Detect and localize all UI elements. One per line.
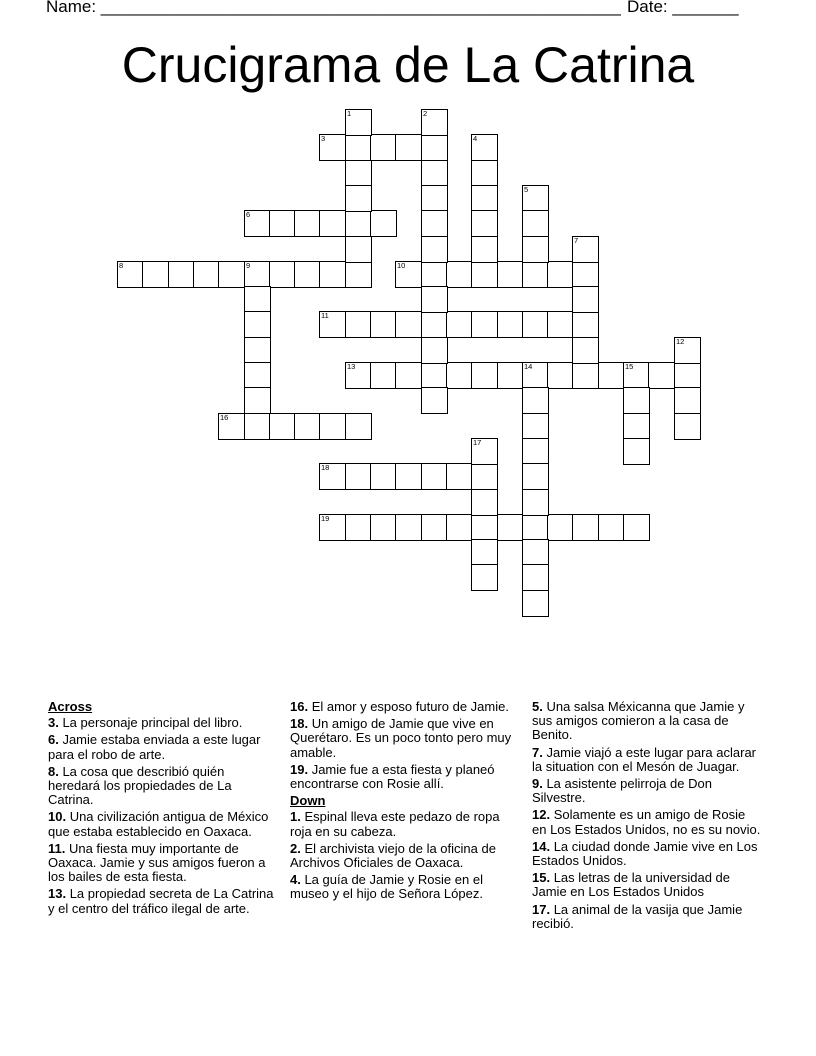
clue-number: 6 [246, 210, 251, 219]
down-clue [532, 700, 762, 743]
grid-cell[interactable] [522, 539, 549, 566]
clue-number: 15 [625, 362, 634, 371]
grid-cell[interactable] [395, 261, 422, 288]
grid-cell[interactable] [547, 514, 574, 541]
grid-cell[interactable] [117, 261, 144, 288]
grid-cell[interactable] [395, 514, 422, 541]
clue-text: El amor y esposo futuro de Jamie. [308, 699, 509, 714]
grid-cell[interactable] [168, 261, 195, 288]
grid-cell[interactable] [623, 438, 650, 465]
grid-cell[interactable] [446, 311, 473, 338]
grid-cell[interactable] [674, 387, 701, 414]
grid-cell[interactable] [395, 362, 422, 389]
clue-text: Las letras de la universidad de Jamie en Los Estados Unidos [532, 870, 731, 900]
clue-text: La asistente pelirroja de Don Silvestre. [532, 776, 712, 806]
grid-cell[interactable] [598, 362, 625, 389]
clue-text: Jamie viajó a este lugar para aclarar la situation con el Mesón de Juagar. [532, 744, 757, 774]
clue-number-label: 19. [290, 761, 309, 777]
clue-number: 19 [321, 514, 330, 523]
grid-cell[interactable] [319, 413, 346, 440]
clue-number: 12 [676, 337, 685, 346]
grid-cell[interactable] [395, 134, 422, 161]
clue-text: Una salsa Méxicanna que Jamie y sus amigos comieron a la casa de Benito. [532, 699, 745, 743]
clue-number: 2 [423, 109, 428, 118]
grid-cell[interactable] [572, 337, 599, 364]
grid-cell[interactable] [623, 362, 650, 389]
clue-number: 9 [246, 261, 251, 270]
grid-cell[interactable] [395, 311, 422, 338]
grid-cell[interactable] [421, 261, 448, 288]
grid-cell[interactable] [421, 514, 448, 541]
grid-cell[interactable] [522, 261, 549, 288]
clue-text: La cosa que describió quién heredará los propiedades de La Catrina. [48, 763, 232, 808]
grid-cell[interactable] [319, 210, 346, 237]
grid-cell[interactable] [370, 311, 397, 338]
clue-number-label: 9. [532, 776, 543, 792]
across-clue [290, 763, 520, 791]
grid-cell[interactable] [294, 413, 321, 440]
grid-cell[interactable] [674, 362, 701, 389]
grid-cell[interactable] [421, 286, 448, 313]
grid-cell[interactable] [370, 210, 397, 237]
grid-cell[interactable] [294, 210, 321, 237]
grid-cell[interactable] [522, 311, 549, 338]
grid-cell[interactable] [345, 514, 372, 541]
grid-cell[interactable] [471, 236, 498, 263]
grid-cell[interactable] [294, 261, 321, 288]
clue-number-label: 4. [290, 872, 301, 888]
grid-cell[interactable] [572, 362, 599, 389]
grid-cell[interactable] [244, 261, 271, 288]
grid-cell[interactable] [471, 134, 498, 161]
clue-text: El archivista viejo de la oficina de Archivos Oficiales de Oaxaca. [290, 840, 496, 871]
clue-column-3 [532, 700, 762, 934]
grid-cell[interactable] [345, 185, 372, 212]
grid-cell[interactable] [345, 463, 372, 490]
grid-cell[interactable] [345, 210, 372, 237]
grid-cell[interactable] [572, 236, 599, 263]
grid-cell[interactable] [244, 337, 271, 364]
grid-cell[interactable] [269, 210, 296, 237]
across-clue [48, 842, 278, 885]
grid-cell[interactable] [522, 438, 549, 465]
across-clue [290, 717, 520, 760]
clue-column-1 [48, 700, 278, 919]
across-clue [48, 810, 278, 838]
grid-cell[interactable] [497, 514, 524, 541]
grid-cell[interactable] [522, 590, 549, 617]
clue-number-label: 16. [290, 699, 309, 714]
clue-number: 1 [347, 109, 352, 118]
clue-number: 10 [397, 261, 406, 270]
clue-number: 18 [321, 463, 330, 472]
grid-cell[interactable] [522, 463, 549, 490]
grid-cell[interactable] [522, 387, 549, 414]
grid-cell[interactable] [572, 261, 599, 288]
across-clue [48, 733, 278, 761]
grid-cell[interactable] [572, 311, 599, 338]
grid-cell[interactable] [244, 311, 271, 338]
clue-number-label: 5. [532, 699, 543, 714]
date-field-label: Date: _______ [627, 0, 739, 16]
grid-cell[interactable] [218, 413, 245, 440]
clue-number: 14 [524, 362, 533, 371]
grid-cell[interactable] [421, 185, 448, 212]
grid-cell[interactable] [345, 109, 372, 136]
grid-cell[interactable] [421, 210, 448, 237]
across-heading: Across [48, 699, 93, 714]
grid-cell[interactable] [421, 311, 448, 338]
grid-cell[interactable] [319, 134, 346, 161]
clue-number: 4 [473, 134, 478, 143]
grid-cell[interactable] [648, 362, 675, 389]
clue-text: La propiedad secreta de La Catrina y el centro del tráfico ilegal de arte. [48, 886, 274, 916]
grid-cell[interactable] [522, 362, 549, 389]
grid-cell[interactable] [395, 463, 422, 490]
clue-number-label: 18. [290, 716, 309, 732]
clue-number-label: 10. [48, 809, 67, 825]
grid-cell[interactable] [421, 160, 448, 187]
grid-cell[interactable] [471, 463, 498, 490]
grid-cell[interactable] [421, 362, 448, 389]
grid-cell[interactable] [421, 387, 448, 414]
grid-cell[interactable] [522, 489, 549, 516]
clue-text: Una civilización antigua de México que estaba establecido en Oaxaca. [48, 809, 269, 839]
grid-cell[interactable] [623, 514, 650, 541]
grid-cell[interactable] [471, 311, 498, 338]
clue-number-label: 11. [48, 840, 66, 856]
grid-cell[interactable] [547, 261, 574, 288]
grid-cell[interactable] [598, 514, 625, 541]
grid-cell[interactable] [572, 514, 599, 541]
clue-number-label: 8. [48, 763, 59, 779]
grid-cell[interactable] [471, 210, 498, 237]
grid-cell[interactable] [345, 261, 372, 288]
grid-cell[interactable] [269, 261, 296, 288]
grid-cell[interactable] [370, 134, 397, 161]
clue-text: Espinal lleva este pedazo de ropa roja en su cabeza. [290, 809, 500, 839]
grid-cell[interactable] [522, 236, 549, 263]
clue-number: 16 [220, 413, 229, 422]
grid-cell[interactable] [244, 286, 271, 313]
grid-cell[interactable] [446, 463, 473, 490]
grid-cell[interactable] [421, 109, 448, 136]
clue-number-label: 1. [290, 809, 301, 825]
grid-cell[interactable] [547, 311, 574, 338]
clue-text: Un amigo de Jamie que vive en Querétaro. Es un poco tonto pero muy amable. [290, 716, 512, 760]
grid-cell[interactable] [370, 362, 397, 389]
clue-number-label: 13. [48, 886, 67, 902]
grid-cell[interactable] [623, 413, 650, 440]
clue-number: 13 [347, 362, 356, 371]
grid-cell[interactable] [370, 463, 397, 490]
grid-cell[interactable] [319, 463, 346, 490]
grid-cell[interactable] [345, 236, 372, 263]
clue-text: Una fiesta muy importante de Oaxaca. Jamie y sus amigos fueron a los bailes de esta fiesta. [48, 840, 266, 885]
clue-text: La guía de Jamie y Rosie en el museo y el hijo de Señora López. [290, 872, 483, 902]
grid-cell[interactable] [446, 514, 473, 541]
across-clue [48, 716, 278, 730]
grid-cell[interactable] [471, 160, 498, 187]
grid-cell[interactable] [572, 286, 599, 313]
grid-cell[interactable] [345, 134, 372, 161]
grid-cell[interactable] [319, 261, 346, 288]
grid-cell[interactable] [421, 463, 448, 490]
down-clue [532, 777, 762, 805]
name-field-label: Name: _______________________________________________________ [46, 0, 621, 16]
grid-cell[interactable] [522, 413, 549, 440]
grid-cell[interactable] [319, 311, 346, 338]
clue-number: 8 [119, 261, 124, 270]
clue-number-label: 14. [532, 838, 551, 854]
grid-cell[interactable] [471, 514, 498, 541]
grid-cell[interactable] [244, 210, 271, 237]
clue-number-label: 3. [48, 715, 59, 731]
down-clue [532, 840, 762, 868]
clue-text: La ciudad donde Jamie vive en Los Estados Unidos. [532, 838, 758, 869]
clue-text: Jamie fue a esta fiesta y planeó encontrarse con Rosie allí. [290, 761, 495, 792]
grid-cell[interactable] [345, 362, 372, 389]
down-clue [290, 842, 520, 870]
grid-cell[interactable] [446, 261, 473, 288]
grid-cell[interactable] [497, 261, 524, 288]
grid-cell[interactable] [370, 514, 397, 541]
grid-cell[interactable] [421, 134, 448, 161]
grid-cell[interactable] [547, 362, 574, 389]
clue-number-label: 2. [290, 840, 301, 856]
grid-cell[interactable] [446, 362, 473, 389]
grid-cell[interactable] [674, 337, 701, 364]
clue-number: 7 [574, 236, 579, 245]
grid-cell[interactable] [471, 185, 498, 212]
grid-cell[interactable] [471, 362, 498, 389]
clue-number-label: 17. [532, 901, 551, 917]
grid-cell[interactable] [623, 387, 650, 414]
grid-cell[interactable] [193, 261, 220, 288]
down-heading: Down [290, 793, 326, 809]
across-clue [290, 700, 520, 714]
clue-number-label: 6. [48, 732, 59, 748]
clue-number-label: 12. [532, 807, 551, 823]
down-clue [532, 808, 762, 836]
grid-cell[interactable] [319, 514, 346, 541]
grid-cell[interactable] [522, 514, 549, 541]
grid-cell[interactable] [345, 311, 372, 338]
grid-cell[interactable] [471, 489, 498, 516]
clue-text: La animal de la vasija que Jamie recibió. [532, 901, 743, 931]
clue-number-label: 15. [532, 870, 551, 886]
across-clue [48, 887, 278, 915]
puzzle-title: Crucigrama de La Catrina [121, 37, 695, 93]
grid-cell[interactable] [421, 236, 448, 263]
clue-number: 5 [524, 185, 529, 194]
grid-cell[interactable] [471, 438, 498, 465]
clue-text: La personaje principal del libro. [58, 715, 243, 731]
grid-cell[interactable] [244, 362, 271, 389]
grid-cell[interactable] [345, 160, 372, 187]
clue-column-2 [290, 700, 520, 905]
down-clue [532, 871, 762, 899]
grid-cell[interactable] [522, 185, 549, 212]
down-clue [532, 746, 762, 774]
grid-cell[interactable] [497, 311, 524, 338]
grid-cell[interactable] [244, 387, 271, 414]
clue-text: Solamente es un amigo de Rosie en Los Estados Unidos, no es su novio. [532, 807, 761, 837]
clue-number: 11 [321, 311, 329, 320]
clue-number: 3 [321, 134, 326, 143]
clue-number-label: 7. [532, 744, 543, 760]
grid-cell[interactable] [522, 210, 549, 237]
grid-cell[interactable] [471, 261, 498, 288]
grid-cell[interactable] [471, 564, 498, 591]
clue-number: 17 [473, 438, 482, 447]
grid-cell[interactable] [421, 337, 448, 364]
clue-text: Jamie estaba enviada a este lugar para el robo de arte. [48, 732, 261, 762]
grid-cell[interactable] [471, 539, 498, 566]
grid-cell[interactable] [218, 261, 245, 288]
grid-cell[interactable] [674, 413, 701, 440]
down-clue [290, 873, 520, 901]
down-clue [290, 810, 520, 838]
grid-cell[interactable] [522, 564, 549, 591]
grid-cell[interactable] [142, 261, 169, 288]
down-clue [532, 903, 762, 931]
grid-cell[interactable] [244, 413, 271, 440]
grid-cell[interactable] [345, 413, 372, 440]
across-clue [48, 765, 278, 808]
grid-cell[interactable] [269, 413, 296, 440]
grid-cell[interactable] [497, 362, 524, 389]
